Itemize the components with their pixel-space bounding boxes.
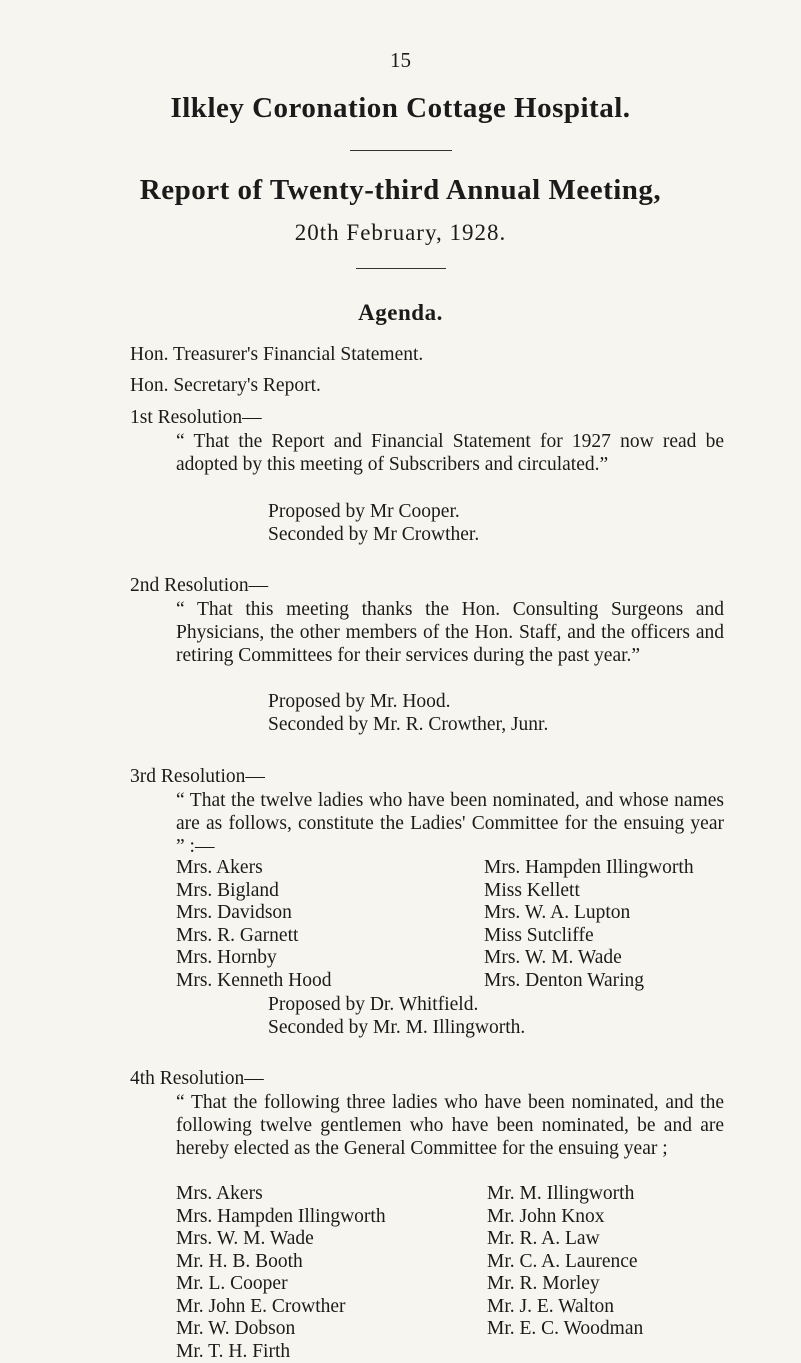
resolution-4-text: “ That the following three ladies who have been nominated, and the following twelve gentlemen who have been nominated, be and are hereby elected as the General Committee for the ensuing year ; xyxy=(176,1091,724,1160)
name-item: Mrs. Bigland xyxy=(176,880,331,903)
name-item: Mr. John E. Crowther xyxy=(176,1296,386,1319)
name-item: Mr. L. Cooper xyxy=(176,1273,386,1296)
name-item: Mrs. Davidson xyxy=(176,902,331,925)
name-item: Mrs. Hornby xyxy=(176,947,331,970)
name-item: Mr. M. Illingworth xyxy=(487,1183,643,1206)
name-item: Mrs. R. Garnett xyxy=(176,925,331,948)
name-item: Mrs. Akers xyxy=(176,1183,386,1206)
agenda-item-treasurer: Hon. Treasurer's Financial Statement. xyxy=(130,343,423,367)
name-item: Mr. E. C. Woodman xyxy=(487,1318,643,1341)
agenda-heading: Agenda. xyxy=(0,300,801,326)
name-item: Mr. R. A. Law xyxy=(487,1228,643,1251)
name-item: Mr. C. A. Laurence xyxy=(487,1251,643,1274)
name-item: Mrs. Hampden Illingworth xyxy=(176,1206,386,1229)
ladies-committee-right-column xyxy=(484,857,694,992)
meeting-date: 20th February, 1928. xyxy=(0,220,801,246)
resolution-2-proposed: Proposed by Mr. Hood. xyxy=(268,690,451,714)
general-committee-left-column xyxy=(176,1183,386,1363)
name-item: Mr. H. B. Booth xyxy=(176,1251,386,1274)
report-title: Report of Twenty-third Annual Meeting, xyxy=(0,174,801,207)
resolution-3-proposed: Proposed by Dr. Whitfield. xyxy=(268,993,478,1017)
name-item: Mr. T. H. Firth xyxy=(176,1341,386,1363)
divider-rule xyxy=(356,268,446,269)
resolution-4-heading: 4th Resolution— xyxy=(130,1067,264,1091)
name-item: Mrs. W. M. Wade xyxy=(484,947,694,970)
agenda-item-secretary: Hon. Secretary's Report. xyxy=(130,374,321,398)
general-committee-right-column xyxy=(487,1183,643,1341)
hospital-title: Ilkley Coronation Cottage Hospital. xyxy=(0,92,801,125)
resolution-2-text: “ That this meeting thanks the Hon. Consulting Surgeons and Physicians, the other members of the Hon. Staff, and the officers and retiring Committees for their services during the past year.” xyxy=(176,598,724,667)
resolution-3-heading: 3rd Resolution— xyxy=(130,765,265,789)
resolution-1-text: “ That the Report and Financial Statement for 1927 now read be adopted by this meeting of Subscribers and circulated.” xyxy=(176,430,724,476)
name-item: Mr. R. Morley xyxy=(487,1273,643,1296)
name-item: Mrs. Hampden Illingworth xyxy=(484,857,694,880)
name-item: Miss Kellett xyxy=(484,880,694,903)
name-item: Mrs. Kenneth Hood xyxy=(176,970,331,993)
resolution-1-proposed: Proposed by Mr Cooper. xyxy=(268,500,460,524)
divider-rule xyxy=(350,150,452,151)
resolution-2-heading: 2nd Resolution— xyxy=(130,574,268,598)
name-item: Mr. W. Dobson xyxy=(176,1318,386,1341)
resolution-2-seconded: Seconded by Mr. R. Crowther, Junr. xyxy=(268,713,548,737)
name-item: Mrs. Akers xyxy=(176,857,331,880)
resolution-3-seconded: Seconded by Mr. M. Illingworth. xyxy=(268,1016,525,1040)
resolution-1-heading: 1st Resolution— xyxy=(130,406,262,430)
name-item: Mr. John Knox xyxy=(487,1206,643,1229)
page-number: 15 xyxy=(0,48,801,73)
name-item: Mrs. Denton Waring xyxy=(484,970,694,993)
name-item: Mrs. W. A. Lupton xyxy=(484,902,694,925)
name-item: Miss Sutcliffe xyxy=(484,925,694,948)
ladies-committee-left-column xyxy=(176,857,331,992)
name-item: Mr. J. E. Walton xyxy=(487,1296,643,1319)
name-item: Mrs. W. M. Wade xyxy=(176,1228,386,1251)
resolution-1-seconded: Seconded by Mr Crowther. xyxy=(268,523,479,547)
resolution-3-text: “ That the twelve ladies who have been nominated, and whose names are as follows, constitute the Ladies' Committee for the ensuing year ” :— xyxy=(176,789,724,858)
